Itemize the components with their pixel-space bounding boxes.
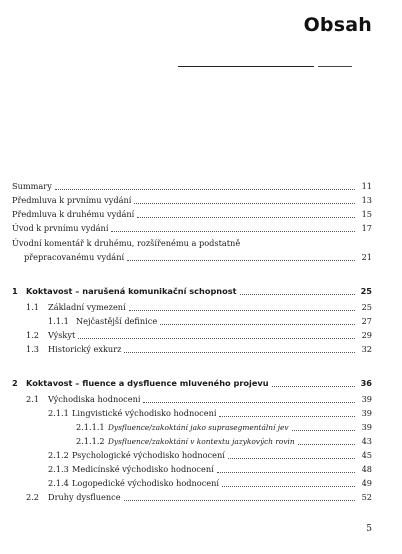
toc-entry-uvod[interactable]: Úvod k prvnímu vydání 17 [12, 223, 372, 233]
toc-section-2-1-4[interactable]: 2.1.4 Logopedické východisko hodnocení 49 [48, 478, 372, 488]
toc-section-2-1-1-2[interactable]: 2.1.1.2 Dysfluence/zakoktání v kontextu jazykových rovin 43 [76, 436, 372, 446]
toc-section-2-1-2[interactable]: 2.1.2 Psychologické východisko hodnocení 45 [48, 450, 372, 460]
toc-chapter-2[interactable]: 2 Koktavost – fluence a dysfluence mluveného projevu 36 [12, 378, 372, 388]
toc-entry-summary[interactable]: Summary 11 [12, 181, 372, 191]
title-rule [178, 66, 314, 67]
toc-section-2-1-1-1[interactable]: 2.1.1.1 Dysfluence/zakoktání jako suprasegmentální jev 39 [76, 422, 372, 432]
page-title: Obsah [303, 14, 372, 36]
toc-section-2-2[interactable]: 2.2 Druhy dysfluence 52 [26, 492, 372, 502]
toc-section-2-1-3[interactable]: 2.1.3 Medicínské východisko hodnocení 48 [48, 464, 372, 474]
toc-section-2-1-1[interactable]: 2.1.1 Lingvistické východisko hodnocení 39 [48, 408, 372, 418]
toc-entry-uvodni-komentar-cont[interactable]: přepracovanému vydání 21 [24, 252, 372, 262]
toc-entry-predmluva-2[interactable]: Předmluva k druhému vydání 15 [12, 209, 372, 219]
toc-section-1-3[interactable]: 1.3 Historický exkurz 32 [26, 344, 372, 354]
toc-entry-uvodni-komentar[interactable]: Úvodní komentář k druhému, rozšířenému a podstatně [12, 238, 241, 248]
title-rule-short [318, 66, 352, 67]
toc-section-2-1[interactable]: 2.1 Východiska hodnocení 39 [26, 394, 372, 404]
toc-section-1-1[interactable]: 1.1 Základní vymezení 25 [26, 302, 372, 312]
page-number: 5 [366, 524, 372, 534]
toc-section-1-2[interactable]: 1.2 Výskyt 29 [26, 330, 372, 340]
toc-chapter-1[interactable]: 1 Koktavost – narušená komunikační schopnost 25 [12, 286, 372, 296]
toc-entry-predmluva-1[interactable]: Předmluva k prvnímu vydání 13 [12, 195, 372, 205]
toc-section-1-1-1[interactable]: 1.1.1 Nejčastější definice 27 [48, 316, 372, 326]
